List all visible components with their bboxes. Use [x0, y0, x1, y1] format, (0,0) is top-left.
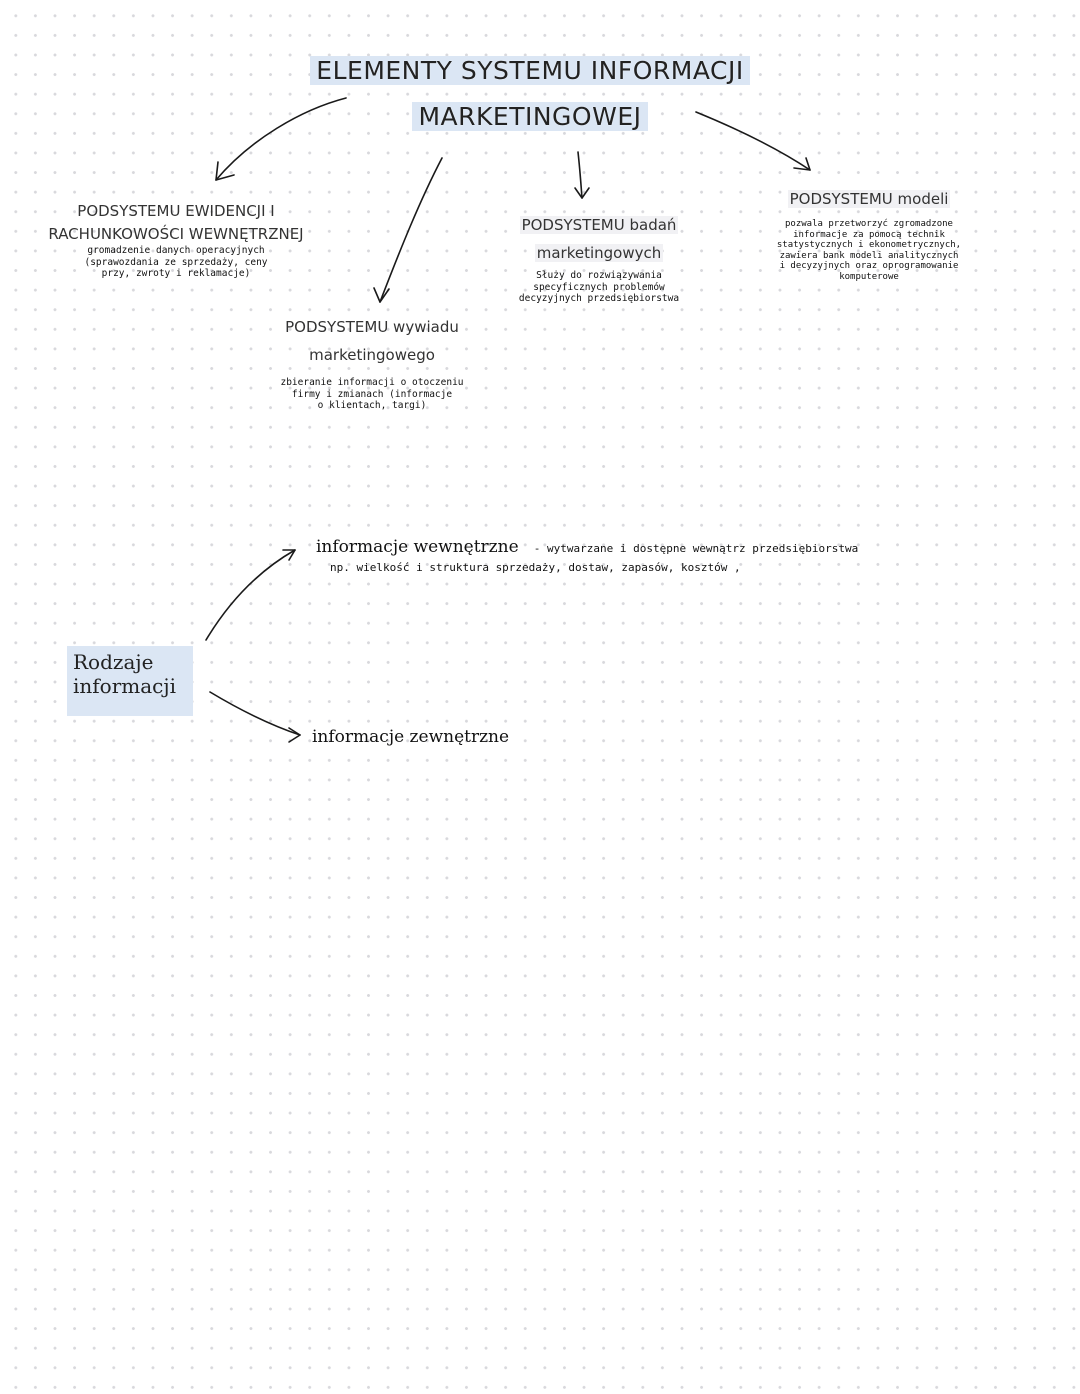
node-modeli-desc-4: zawiera bank modeli analitycznych: [779, 250, 959, 261]
node-ewidencji-title-2: RACHUNKOWOŚCI WEWNĘTRZNEJ: [48, 225, 304, 243]
node-wywiadu-desc-2: firmy i zmianach (informacje: [291, 388, 453, 400]
node-modeli-desc-6: komputerowe: [839, 271, 899, 282]
arrow-to-internal: [206, 550, 295, 640]
node-badan-desc-1: Służy do rozwiązywania: [536, 270, 662, 281]
title-line-2: MARKETINGOWEJ: [412, 102, 647, 131]
node-modeli: [758, 186, 980, 282]
node-badan-title-1: [496, 212, 702, 239]
node-ewidencji-desc-2: (sprawozdania ze sprzedaży, ceny: [84, 256, 268, 268]
arrow-to-wywiadu: [380, 158, 442, 302]
internal-info-title: informacje wewnętrzne: [316, 537, 519, 557]
arrow-to-external: [210, 692, 300, 735]
internal-info-example: np. wielkość i struktura sprzedaży, dostaw, zapasów, kosztów ,: [330, 561, 741, 574]
node-ewidencji-title-1: PODSYSTEMU EWIDENCJI I: [77, 202, 275, 220]
arrowhead-internal: [283, 550, 295, 560]
node-wywiadu-desc-3: o klientach, targi): [317, 400, 427, 411]
external-info: [312, 726, 632, 748]
external-info-title: informacje zewnętrzne: [312, 727, 510, 747]
title-line-1: ELEMENTY SYSTEMU INFORMACJI: [310, 56, 749, 85]
node-wywiadu-title-1: PODSYSTEMU wywiadu: [285, 318, 459, 336]
node-badan-desc-3: decyzyjnych przedsiębiorstwa: [518, 293, 680, 304]
node-badan: [496, 212, 702, 305]
node-badan-desc-2: specyficznych problemów: [533, 281, 665, 293]
node-wywiadu-title-2: marketingowego: [309, 346, 435, 364]
info-types-label: [67, 646, 193, 716]
internal-info-desc: - wytwarzane i dostępne wewnątrz przedsiębiorstwa: [533, 542, 859, 555]
page-title: [300, 48, 760, 140]
node-modeli-desc-5: i decyzyjnych oraz oprogramowanie: [779, 261, 959, 271]
node-wywiadu: [262, 314, 482, 412]
node-ewidencji-desc-3: przy, zwroty i reklamacje): [101, 268, 251, 279]
node-ewidencji-desc-1: gromadzenie danych operacyjnych: [87, 245, 265, 256]
node-modeli-desc-2: informacje za pomocą technik: [793, 229, 945, 240]
arrow-to-badan: [578, 152, 582, 198]
info-types-label-line-1: Rodzaje: [73, 650, 154, 674]
arrowhead-wywiadu: [374, 288, 389, 302]
node-ewidencji: [40, 198, 312, 280]
node-wywiadu-desc-1: zbieranie informacji o otoczeniu: [280, 377, 464, 388]
info-types-label-line-2: informacji: [73, 674, 176, 698]
node-modeli-desc-1: pozwala przetworzyć zgromadzone: [785, 219, 953, 229]
node-badan-title-1-text: PODSYSTEMU badań: [521, 216, 677, 234]
internal-info: [316, 536, 1006, 575]
node-modeli-desc-3: statystycznych i ekonometrycznych,: [776, 240, 962, 250]
node-modeli-title-1: [758, 186, 980, 213]
node-badan-title-2: [496, 240, 702, 267]
node-modeli-title-1-text: PODSYSTEMU modeli: [789, 190, 949, 208]
node-badan-title-2-text: marketingowych: [536, 244, 662, 262]
